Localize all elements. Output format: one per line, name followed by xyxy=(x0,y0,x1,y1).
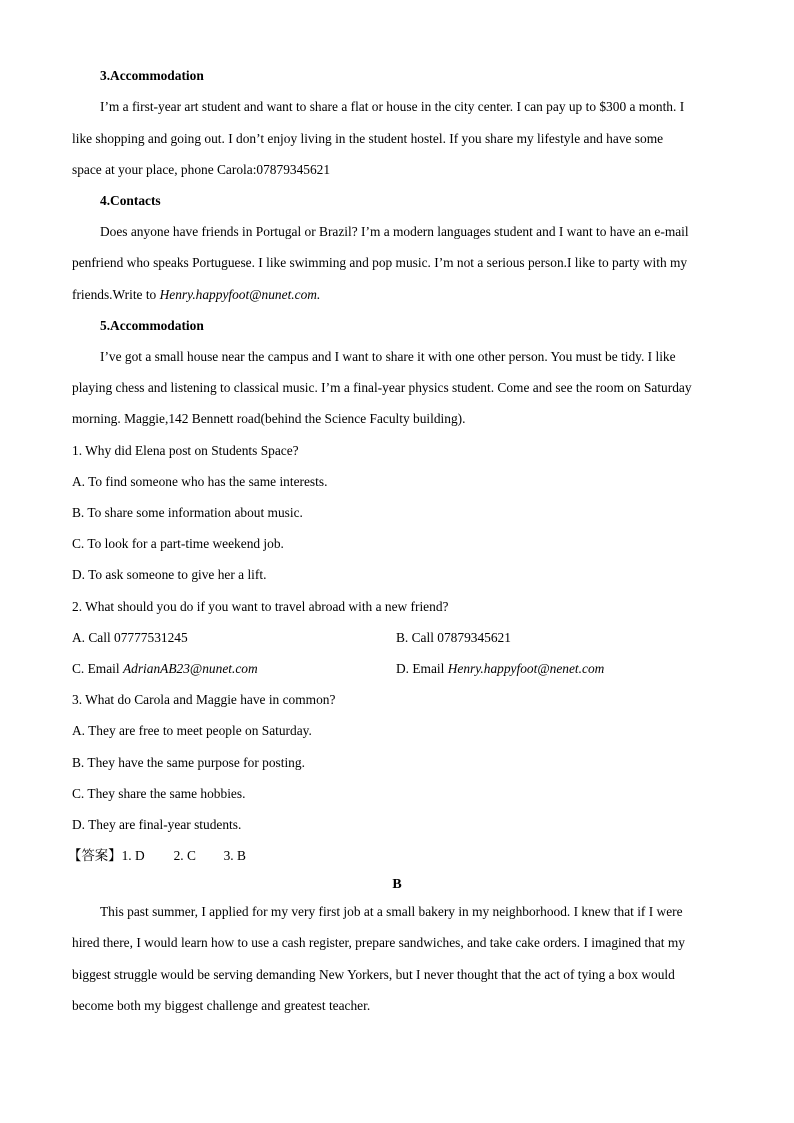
section-heading-3: 3.Accommodation xyxy=(100,68,204,83)
question-2-stem: 2. What should you do if you want to travel abroad with a new friend? xyxy=(72,599,449,614)
section-4-line-1: Does anyone have friends in Portugal or Brazil? I’m a modern languages student and I want to have an e-mail xyxy=(100,224,689,239)
question-1-stem: 1. Why did Elena post on Students Space? xyxy=(72,443,299,458)
question-1-option-a: A. To find someone who has the same interests. xyxy=(72,474,328,489)
question-2-option-a: A. Call 07777531245 xyxy=(72,630,188,645)
section-4-line-3 xyxy=(72,287,320,303)
question-2-option-c xyxy=(72,661,258,677)
question-2-option-d-label: D. Email xyxy=(396,661,448,676)
question-2-option-b: B. Call 07879345621 xyxy=(396,630,511,645)
passage-b-line-3: biggest struggle would be serving demanding New Yorkers, but I never thought that the act of tying a box would xyxy=(72,967,675,982)
answer-item-1: 1. D xyxy=(121,848,145,863)
section-3-line-2: like shopping and going out. I don’t enjoy living in the student hostel. If you share my lifestyle and have some xyxy=(72,131,664,146)
question-3-option-a: A. They are free to meet people on Saturday. xyxy=(72,723,312,738)
question-3-option-b: B. They have the same purpose for posting. xyxy=(72,755,305,770)
email-henry-nenet[interactable]: Henry.happyfoot@nenet.com xyxy=(447,661,605,676)
answer-item-2: 2. C xyxy=(173,848,196,863)
question-3-option-c: C. They share the same hobbies. xyxy=(72,786,246,801)
passage-b-line-1: This past summer, I applied for my very first job at a small bakery in my neighborhood. I knew that if I were xyxy=(100,904,683,919)
section-5-line-3: morning. Maggie,142 Bennett road(behind the Science Faculty building). xyxy=(72,411,466,426)
section-4-line-2: penfriend who speaks Portuguese. I like swimming and pop music. I’m not a serious person.I like to party with my xyxy=(72,255,688,270)
question-2-option-c-label: C. Email xyxy=(72,661,123,676)
question-2-option-d xyxy=(396,661,604,677)
answer-tag: 【答案】 xyxy=(68,848,122,863)
question-3-option-d: D. They are final-year students. xyxy=(72,817,242,832)
section-heading-5: 5.Accommodation xyxy=(100,318,204,333)
section-5-line-1: I’ve got a small house near the campus and I want to share it with one other person. You must be tidy. I like xyxy=(100,349,676,364)
section-5-line-2: playing chess and listening to classical music. I’m a final-year physics student. Come and see the room on Saturday xyxy=(72,380,692,395)
passage-b-line-2: hired there, I would learn how to use a cash register, prepare sandwiches, and take cake orders. I imagined that my xyxy=(72,935,685,950)
question-3-stem: 3. What do Carola and Maggie have in common? xyxy=(72,692,336,707)
section-4-line-3-text: friends.Write to xyxy=(72,287,160,302)
section-3-line-1: I’m a first-year art student and want to share a flat or house in the city center. I can pay up to $300 a month. I xyxy=(100,99,685,114)
answer-line xyxy=(68,848,246,864)
section-3-line-3: space at your place, phone Carola:07879345621 xyxy=(72,162,331,177)
question-1-option-c: C. To look for a part-time weekend job. xyxy=(72,536,284,551)
question-1-option-d: D. To ask someone to give her a lift. xyxy=(72,567,267,582)
question-1-option-b: B. To share some information about music. xyxy=(72,505,303,520)
passage-b-line-4: become both my biggest challenge and greatest teacher. xyxy=(72,998,371,1013)
section-heading-4: 4.Contacts xyxy=(100,193,161,208)
passage-b-heading: B xyxy=(392,877,402,892)
email-adrian[interactable]: AdrianAB23@nunet.com xyxy=(122,661,258,676)
email-henry-nunet[interactable]: Henry.happyfoot@nunet.com. xyxy=(159,287,321,302)
answer-item-3: 3. B xyxy=(223,848,246,863)
